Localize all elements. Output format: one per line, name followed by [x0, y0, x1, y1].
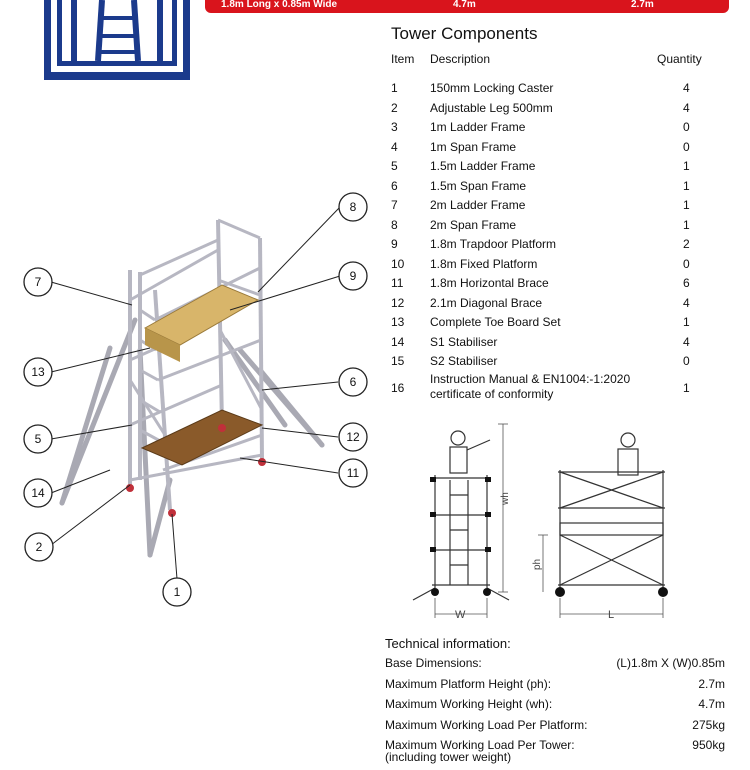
table-row: 1 150mm Locking Caster 4	[391, 81, 690, 95]
tower-elevation-drawings	[410, 420, 680, 628]
svg-text:1: 1	[173, 585, 181, 599]
table-row: 14 S1 Stabiliser 4	[391, 334, 690, 349]
svg-text:9: 9	[349, 269, 357, 283]
callout-6	[339, 368, 367, 396]
tech-row: Maximum Working Height (wh): 4.7m	[385, 697, 725, 711]
table-row: 8 2m Span Frame 1	[391, 217, 690, 232]
banner-dimensions: 1.8m Long x 0.85m Wide	[221, 0, 338, 10]
table-row: 9 1.8m Trapdoor Platform 2	[391, 237, 690, 251]
svg-text:11: 11	[346, 466, 360, 480]
table-row: 7 2m Ladder Frame 1	[391, 198, 690, 212]
svg-text:6: 6	[349, 375, 357, 389]
callout-7	[24, 268, 52, 296]
table-row: 13 Complete Toe Board Set 1	[391, 315, 690, 329]
svg-text:2: 2	[35, 540, 43, 554]
table-row: 4 1m Span Frame 0	[391, 139, 690, 154]
side-elevation	[413, 431, 509, 600]
table-row: 3 1m Ladder Frame 0	[391, 120, 690, 134]
dim-l: L	[608, 609, 615, 621]
brand-logo	[44, 0, 190, 80]
callout-14	[24, 479, 52, 507]
svg-text:12: 12	[346, 430, 360, 444]
table-row: 16 Instruction Manual & EN1004:-1:2020 certificate of conformity 1	[391, 372, 690, 401]
svg-text:13: 13	[31, 365, 45, 379]
dim-w: W	[455, 609, 466, 621]
table-row: 6 1.5m Span Frame 1	[391, 178, 690, 193]
front-elevation	[558, 433, 665, 588]
header-item: Item	[391, 52, 415, 66]
tech-row: Base Dimensions: (L)1.8m X (W)0.85m	[385, 656, 725, 670]
callout-13	[24, 358, 52, 386]
ladder-logo-icon	[62, 0, 172, 61]
technical-title: Technical information:	[385, 636, 511, 651]
callout-5	[24, 425, 52, 453]
header-quantity: Quantity	[657, 52, 702, 66]
banner-working-height: 4.7m	[453, 0, 476, 10]
tower-illustration	[0, 180, 380, 610]
callout-8	[339, 193, 367, 221]
callout-2	[25, 533, 53, 561]
svg-text:14: 14	[31, 486, 45, 500]
tech-row: (including tower weight)	[385, 750, 512, 764]
tech-row: Maximum Platform Height (ph): 2.7m	[385, 677, 725, 691]
callout-12	[339, 423, 367, 451]
dim-wh: wh	[500, 492, 511, 505]
tech-row: Maximum Working Load Per Tower: 950kg	[385, 738, 725, 752]
table-row: 15 S2 Stabiliser 0	[391, 354, 690, 368]
table-row: 10 1.8m Fixed Platform 0	[391, 256, 690, 271]
table-row: 11 1.8m Horizontal Brace 6	[391, 276, 690, 290]
callout-11	[339, 459, 367, 487]
svg-text:8: 8	[349, 200, 357, 214]
svg-text:5: 5	[34, 432, 42, 446]
components-title: Tower Components	[391, 24, 538, 43]
svg-text:7: 7	[34, 275, 42, 289]
callout-9	[339, 262, 367, 290]
table-row: 12 2.1m Diagonal Brace 4	[391, 295, 690, 310]
tech-row: Maximum Working Load Per Platform: 275kg	[385, 718, 725, 732]
header-description: Description	[430, 52, 491, 66]
dim-ph: ph	[532, 558, 543, 570]
table-row: 5 1.5m Ladder Frame 1	[391, 159, 690, 173]
spec-banner	[205, 0, 729, 13]
banner-platform-height: 2.7m	[631, 0, 654, 10]
callout-1	[163, 578, 191, 606]
table-row: 2 Adjustable Leg 500mm 4	[391, 100, 690, 115]
